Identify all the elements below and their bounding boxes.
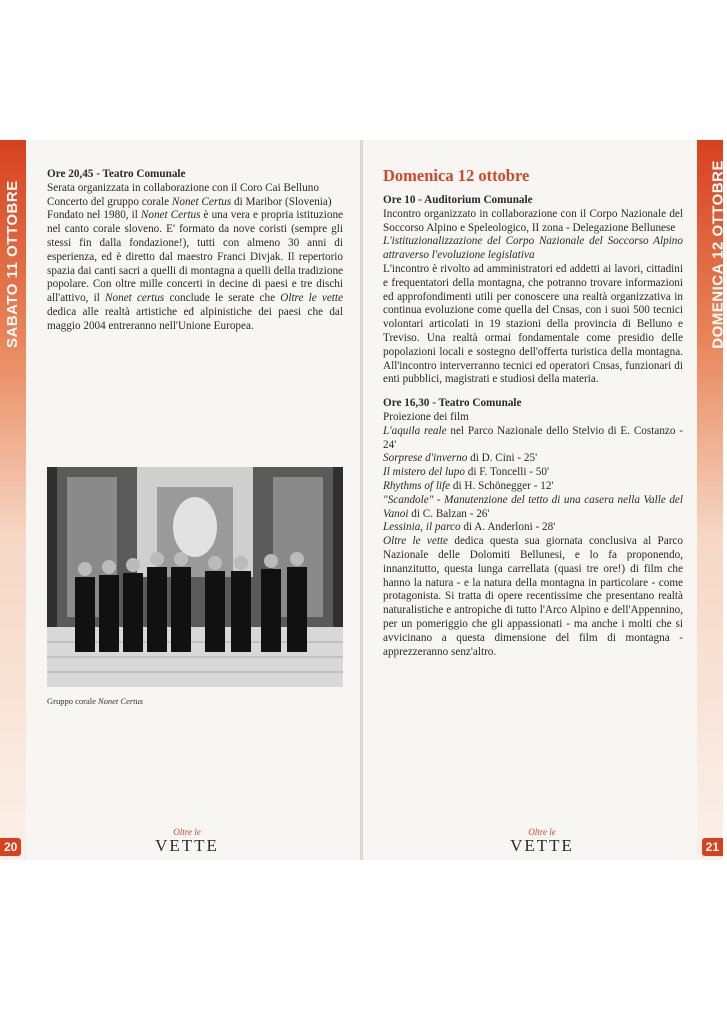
day-title: Domenica 12 ottobre (383, 166, 530, 185)
left-page (0, 140, 360, 860)
right-tab-label: DOMENICA 12 OTTOBRE (710, 160, 727, 349)
choir-photo (47, 467, 343, 687)
film-item: Rhythms of life di H. Schönegger - 12' (383, 479, 554, 492)
left-tab-label: SABATO 11 OTTOBRE (4, 180, 21, 348)
morning-organizer: Incontro organizzato in collaborazione con il Corpo Nazionale del Soccorso Alpino e Speleologico, II zona - Delegazione Bellunese (383, 207, 683, 234)
page-number-right: 21 (702, 838, 723, 856)
oltre-le-vette-logo-right: Oltre le VETTE (510, 827, 574, 855)
event-organizer: Serata organizzata in collaborazione con il Coro Cai Belluno (47, 181, 319, 194)
left-text-block (47, 168, 343, 334)
brochure-spread (0, 140, 727, 860)
film-item: "Scandole" - Manutenzione del tetto di una casera nella Valle del Vanoi di C. Balzan - 26' (383, 493, 683, 520)
event-concert: Concerto del gruppo corale Nonet Certus di Maribor (Slovenia) (47, 195, 332, 208)
left-side-tab (0, 140, 26, 860)
right-page (363, 140, 727, 860)
closing-paragraph: Oltre le vette dedica questa sua giornata conclusiva al Parco Nazionale delle Dolomiti Bellunesi, e lo fa proponendo, innanzitutto, questa lunga carrellata (quasi tre ore!) di film che hanno la natura - e la natura della montagna in particolare - come protagonista. Si tratta di opere recentissime che presentano realtà naturalistiche e antropiche di tutto l'Arco Alpino e dell'Appennino, per un pomeriggio che gli appassionati - ma anche i molti che si avvicinano a questa dimensione del film di montagna - apprezzeranno senz'altro. (383, 535, 683, 658)
morning-topic: L'istituzionalizzazione del Corpo Nazionale del Soccorso Alpino attraverso l'evoluzione legislativa (383, 235, 683, 262)
page-number-left: 20 (0, 838, 21, 856)
afternoon-heading: Ore 16,30 - Teatro Comunale (383, 397, 522, 410)
right-side-tab (697, 140, 727, 860)
morning-description: L'incontro è rivolto ad amministratori ed addetti ai lavori, cittadini e frequentatori della montagna, che potranno trovare informazioni ed approfondimenti utili per conoscere una realtà organizzativa in continua evoluzione come quella del Cnsas, con i suoi 500 tecnici volontari articolati in 19 stazioni della provincia di Belluno e Treviso. Una realtà ormai fondamentale come presidio delle popolazioni locali e sostegno dell'offerta turistica della montagna. All'incontro interverranno tecnici ed operatori Cnsas, funzionari di enti pubblici, magistrati e studiosi della materia. (383, 262, 683, 386)
oltre-le-vette-logo-left: Oltre le VETTE (155, 827, 219, 855)
right-text-block (383, 194, 683, 659)
film-item: Lessinia, il parco di A. Anderloni - 28' (383, 521, 556, 534)
event-description: Fondato nel 1980, il Nonet Certus è una vera e propria istituzione nel canto corale sloveno. E' formato da nove coristi (sempre gli stessi fin dalla fondazione!), tutti con almeno 30 anni di esperienza, ed è diretto dal maestro Franci Divjak. Il repertorio spazia dai canti sacri a quelli di montagna a quelli della tradizione popolare. Con oltre mille concerti in decine di paesi e tre dischi all'attivo, il Nonet certus conclude le serate che Oltre le vette dedica alle realtà artistiche ed alpinistiche dei paesi che dal maggio 2004 entreranno nell'Unione Europea. (47, 209, 344, 332)
film-intro: Proiezione dei film (383, 410, 469, 423)
photo-caption: Gruppo corale Nonet Certus (47, 696, 144, 706)
film-item: L'aquila reale nel Parco Nazionale dello Stelvio di E. Costanzo - 24' (383, 424, 683, 451)
morning-heading: Ore 10 - Auditorium Comunale (383, 194, 533, 206)
film-item: Il mistero del lupo di F. Toncelli - 50' (383, 466, 549, 479)
film-item: Sorprese d'inverno di D. Cini - 25' (383, 452, 538, 465)
event-heading: Ore 20,45 - Teatro Comunale (47, 168, 186, 180)
